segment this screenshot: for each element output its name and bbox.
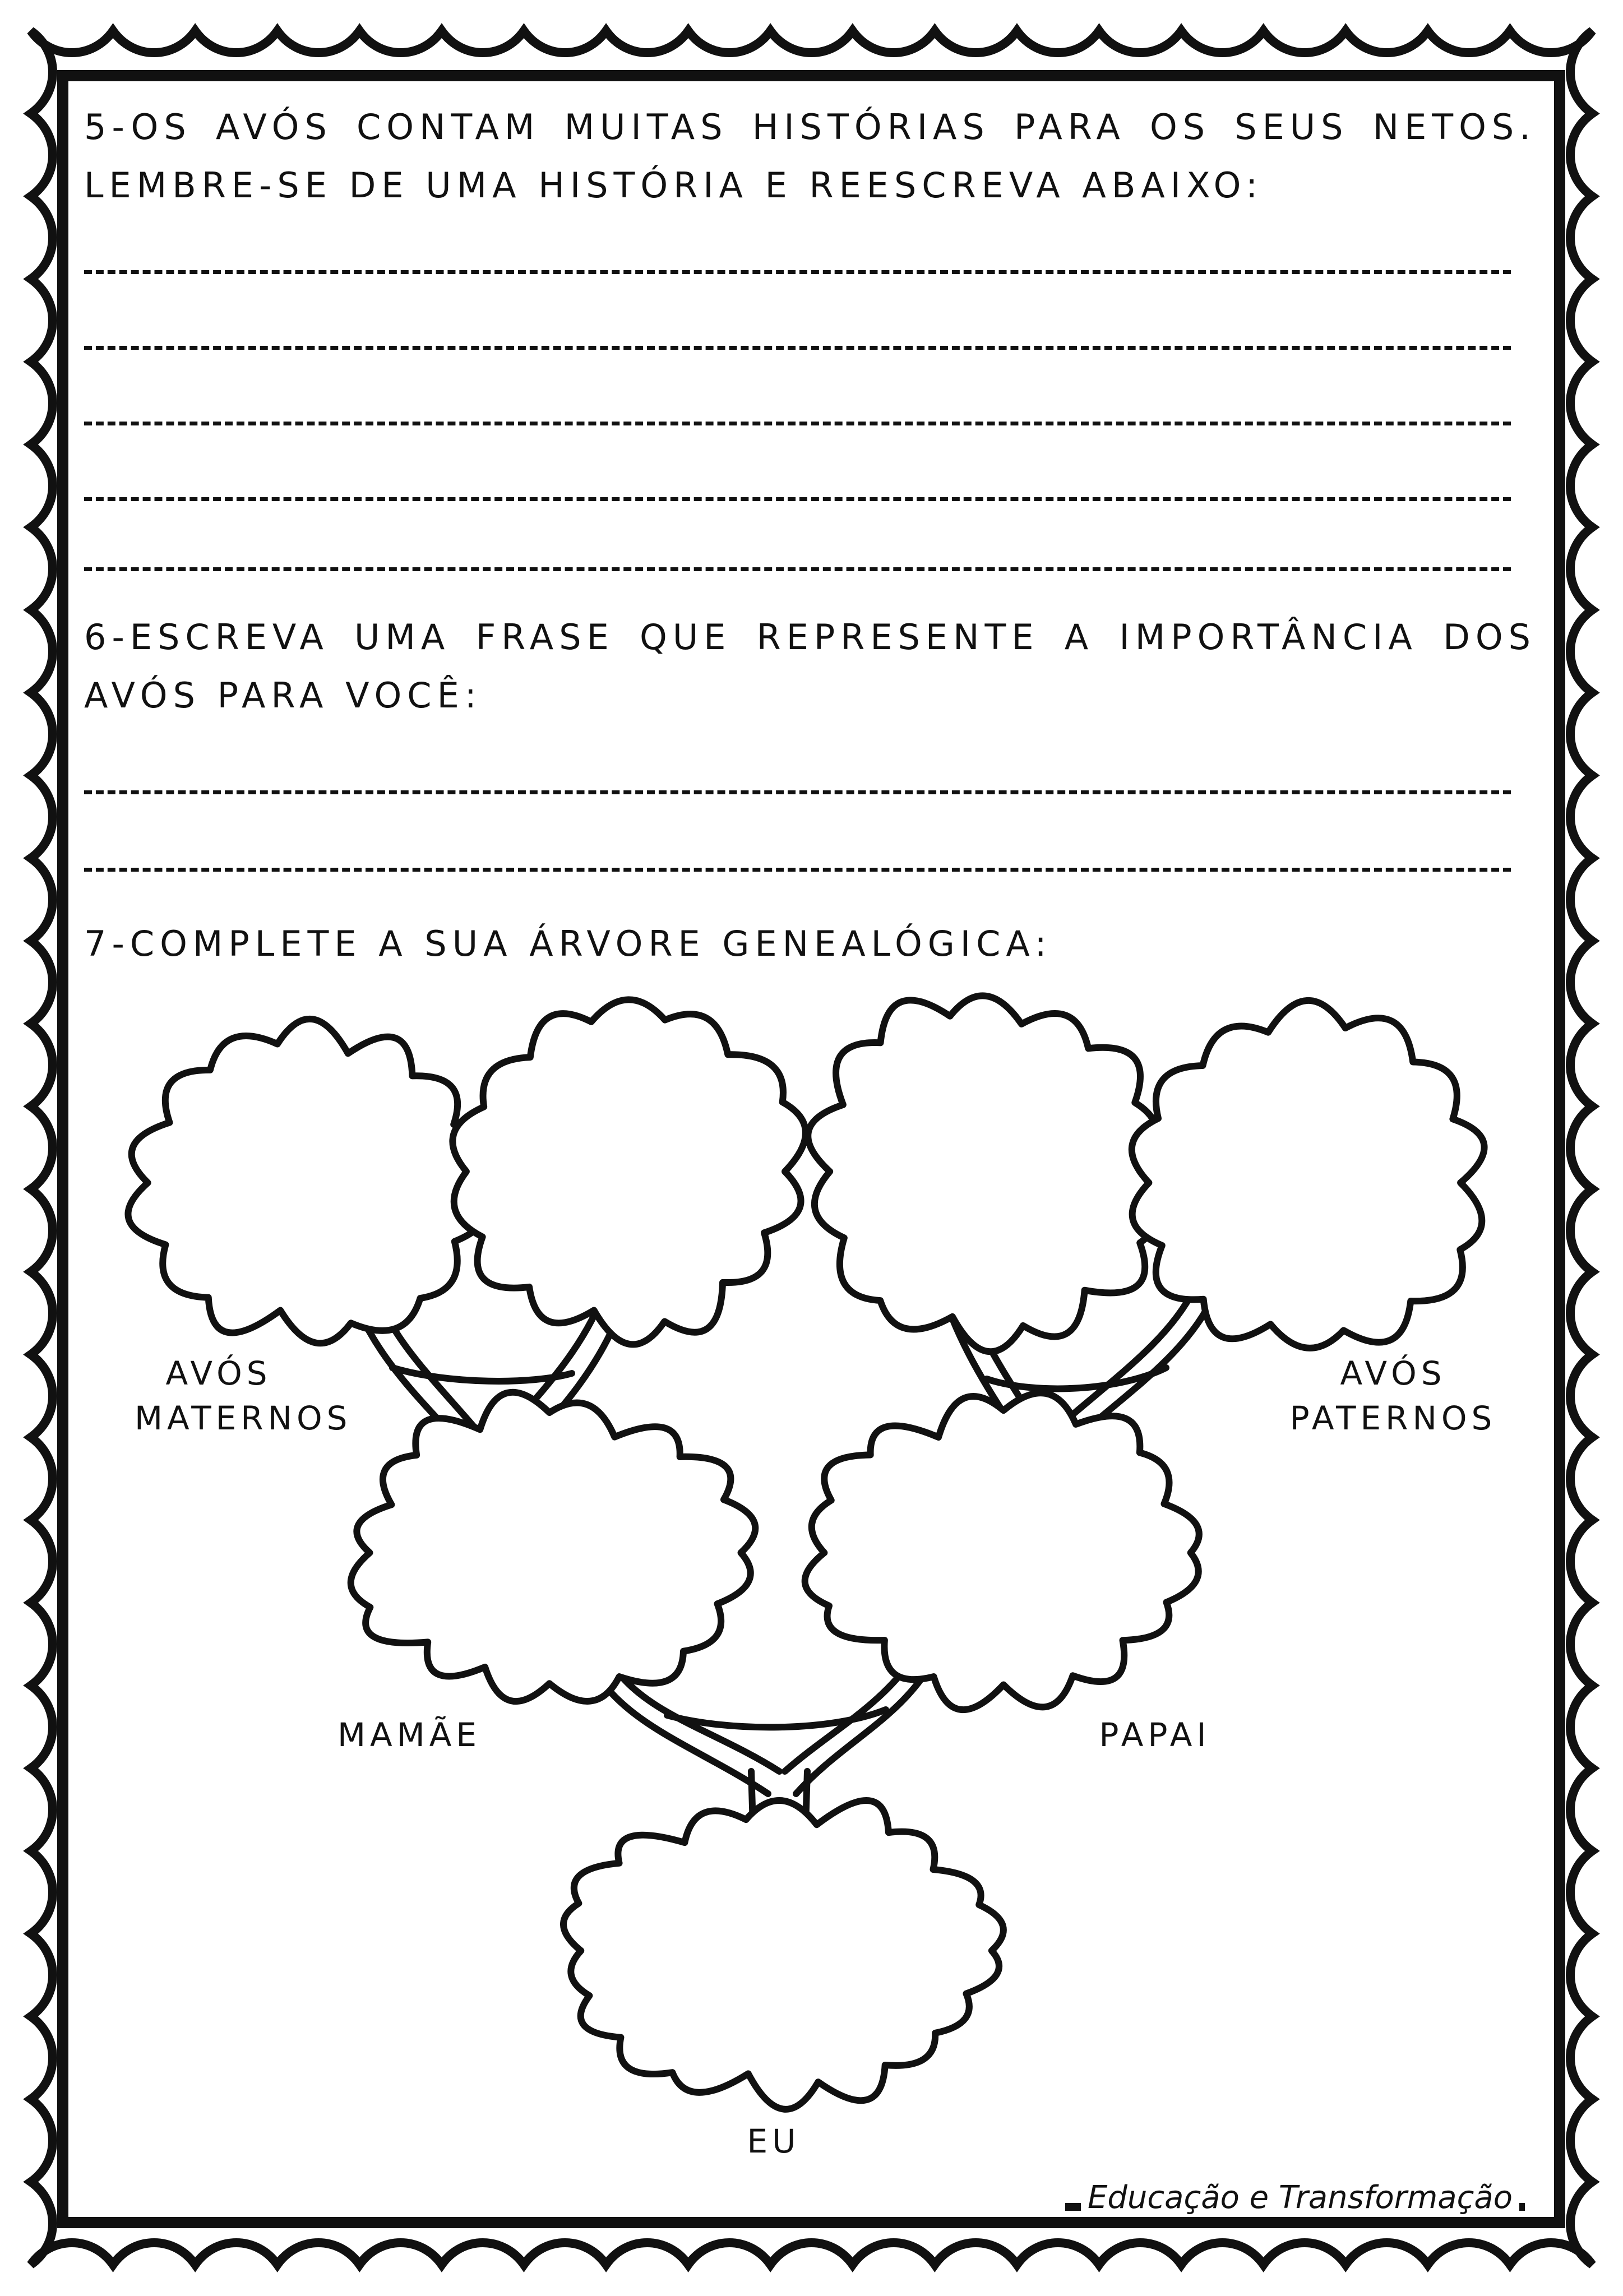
- crown-paternal-grandparent-2[interactable]: [1132, 1001, 1485, 1348]
- question-7-line-1: 7-COMPLETE A SUA ÁRVORE GENEALÓGICA:: [84, 923, 1052, 964]
- question-6-line-2: AVÓS PARA VOCÊ:: [84, 675, 482, 716]
- question-5-line-2: LEMBRE-SE DE UMA HISTÓRIA E REESCREVA ABAIXO:: [84, 165, 1264, 206]
- crown-maternal-grandparent-2[interactable]: [452, 999, 806, 1344]
- label-eu: EU: [747, 2122, 801, 2160]
- branch-parents-cross: [667, 1710, 886, 1727]
- label-avos-paternos-line-1: AVÓS: [1340, 1354, 1446, 1392]
- crown-mother[interactable]: [351, 1392, 756, 1701]
- label-papai: PAPAI: [1099, 1716, 1211, 1754]
- label-avos-paternos-line-2: PATERNOS: [1289, 1399, 1497, 1437]
- crown-father[interactable]: [805, 1393, 1199, 1710]
- branch-parents-left: [594, 1670, 768, 1794]
- label-mamae: MAMÃE: [337, 1716, 482, 1754]
- branch-maternal-cross: [392, 1368, 572, 1381]
- branch-parents-right: [796, 1665, 931, 1794]
- question-6-line-1: 6-ESCREVA UMA FRASE QUE REPRESENTE A IMPORTÂNCIA DOS: [84, 617, 1536, 658]
- crown-maternal-grandparent-1[interactable]: [128, 1019, 487, 1343]
- crown-me[interactable]: [563, 1800, 1004, 2109]
- crown-paternal-grandparent-1[interactable]: [808, 996, 1159, 1351]
- label-avos-maternos-line-2: MATERNOS: [135, 1399, 352, 1437]
- label-avos-maternos: [135, 1351, 352, 1441]
- label-avos-paternos: [1281, 1351, 1505, 1441]
- label-avos-maternos-line-1: AVÓS: [165, 1354, 272, 1392]
- question-5-line-1: 5-OS AVÓS CONTAM MUITAS HISTÓRIAS PARA OS SEUS NETOS.: [84, 107, 1536, 147]
- footer-brand: Educação e Transformação: [1081, 2179, 1519, 2216]
